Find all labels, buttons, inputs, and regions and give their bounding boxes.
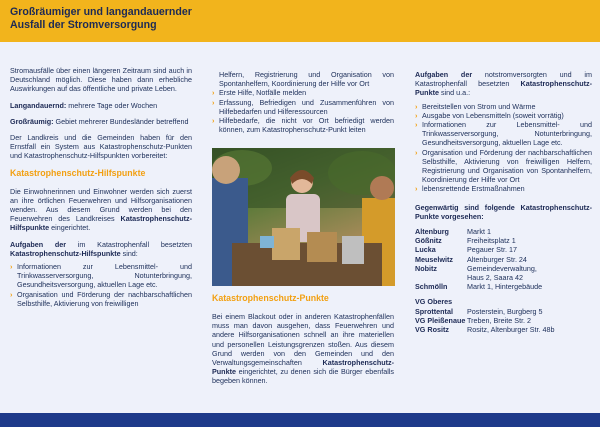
definition-term: Langandauernd: — [10, 100, 67, 110]
paragraph-text: notstromversorgten und im Katastrophenfall besetzten — [415, 70, 592, 89]
paragraph-bold: Katastrophenschutz-Hilfspunkte — [10, 214, 192, 233]
site-place: VG Rositz — [415, 325, 449, 335]
table-row — [415, 297, 555, 306]
punkte-tasks-list — [415, 102, 592, 194]
paragraph-bold: Katastrophenschutz-Punkte — [415, 79, 592, 98]
list-item: › Informationen zur Lebensmittel- und Trinkwasserversorgung, Notunterbringung, Gesundheitsversorgung, aktuellen Lage etc. — [10, 262, 192, 290]
site-address: Rositz, Altenburger Str. 48b — [467, 325, 555, 335]
paragraph-text: Bei einem Blackout oder in anderen Katastrophenfällen muss man davon ausgehen, dass Feuerwehren und andere Hilfsorganisationen schnell an ihre materiellen und personellen Leistungsgrenzen stoßen. Aus diesem Grund werden von den Gemeinden und den Verwaltungsgemeinschaften — [212, 312, 394, 368]
list-item: › Ausgabe von Lebensmitteln (soweit vorrätig) — [415, 111, 592, 120]
title-line-1: Großräumiger und langandauernder — [10, 6, 192, 18]
paragraph-text: im Katastrophenfall besetzten — [66, 239, 193, 249]
list-item: › Erste Hilfe, Notfälle melden — [212, 88, 394, 97]
paragraph-text: sind: — [120, 248, 138, 258]
site-place: Meuselwitz — [415, 254, 453, 264]
list-item: › Organisation und Förderung der nachbarschaftlichen Selbsthilfe, Aktivierung von freiwilligen — [10, 290, 192, 308]
paragraph-text: sind u.a.: — [438, 88, 471, 98]
site-place: Sprottental — [415, 306, 453, 316]
title-line-2: Ausfall der Stromversorgung — [10, 19, 157, 31]
site-place: Schmölln — [415, 282, 448, 292]
site-address: Markt 1 — [467, 227, 491, 237]
site-address: Freiheitsplatz 1 — [467, 236, 516, 246]
paragraph-bold: Gegenwärtig sind folgende Katastrophenschutz-Punkte vorgesehen: — [415, 202, 592, 221]
site-address: Markt 1, Hintergebäude — [467, 282, 543, 292]
column-2-bottom — [212, 293, 394, 393]
punkte-tasks-intro — [415, 70, 592, 98]
table-row — [415, 236, 555, 245]
table-row — [415, 316, 555, 325]
paragraph-bold: Katastrophenschutz-Hilfspunkte — [10, 248, 121, 258]
paragraph-bold: Aufgaben der — [415, 70, 473, 79]
hilfspunkte-paragraph — [10, 187, 192, 233]
tasks-list-continued — [212, 88, 394, 134]
site-place: Nobitz — [415, 263, 437, 273]
definition-text: Gebiet mehrerer Bundesländer betreffend — [53, 116, 189, 126]
site-address: Gemeindeverwaltung, — [467, 263, 537, 273]
column-1 — [10, 66, 192, 314]
column-2-top — [212, 70, 394, 140]
site-address: Altenburger Str. 24 — [467, 254, 527, 264]
list-item: › Bereitstellen von Strom und Wärme — [415, 102, 592, 111]
table-row — [415, 307, 555, 316]
site-place: VG Oberes — [415, 297, 453, 307]
site-place: Altenburg — [415, 227, 449, 237]
list-item: › Organisation und Förderung der nachbarschaftlichen Selbsthilfe, Aktivierung von freiwilligen Helfern, Registrierung und Organisation von Spontanhelfern, Koordinierung der Hilfe vor Ort — [415, 148, 592, 185]
section-heading-punkte: Katastrophenschutz-Punkte — [212, 293, 329, 303]
table-row — [415, 282, 555, 291]
definition-term: Großräumig: — [10, 116, 54, 126]
site-address: Haus 2, Saara 42 — [467, 273, 523, 283]
table-row — [415, 245, 555, 254]
paragraph-bold: Katastrophenschutz-Punkte — [212, 358, 394, 377]
paragraph-text: Die Einwohnerinnen und Einwohner werden sich zuerst an ihre örtlichen Feuerwehren und Hilfsorganisationen wenden. Aus diesem Grund werden bei den Feuerwehren des Landkreises — [10, 186, 192, 224]
table-row — [415, 264, 555, 273]
table-row — [415, 273, 555, 282]
site-place: VG Pleißenaue — [415, 315, 466, 325]
list-item: › Informationen zur Lebensmittel- und Trinkwasserversorgung, Notunterbringung, Gesundheitsversorgung, aktuellen Lage etc. — [415, 120, 592, 148]
site-place: Gößnitz — [415, 236, 442, 246]
definition-duration — [10, 101, 192, 110]
punkte-paragraph — [212, 312, 394, 386]
sites-table — [415, 227, 555, 334]
site-place — [415, 273, 467, 282]
list-item: › Hilfebedarfe, die nicht vor Ort befriedigt werden können, zum Katastrophenschutz-Punkt leiten — [212, 116, 394, 134]
site-address: Treben, Breite Str. 2 — [467, 315, 532, 325]
tasks-list — [10, 262, 192, 308]
site-address: Posterstein, Burgberg 5 — [467, 306, 543, 316]
bullet-continuation: Helfern, Registrierung und Organisation von Spontanhelfern, Koordinierung der Hilfe vor Ort — [219, 70, 394, 89]
section-heading-hilfspunkte: Katastrophenschutz-Hilfspunkte — [10, 167, 146, 178]
table-row — [415, 227, 555, 236]
site-address: Pegauer Str. 17 — [467, 245, 517, 255]
paragraph-bold: Aufgaben der — [10, 239, 67, 249]
paragraph-text: eingerichtet. — [49, 223, 91, 233]
page-title — [10, 6, 192, 32]
table-row — [415, 255, 555, 264]
column-3 — [415, 70, 592, 334]
list-item: › Erfassung, Befriedigen und Zusammenführen von Hilfebedarfen und Hilferessourcen — [212, 98, 394, 116]
current-sites-heading — [415, 203, 592, 221]
site-place: Lucka — [415, 245, 436, 255]
tasks-intro — [10, 240, 192, 258]
definition-area — [10, 117, 192, 126]
photo-food-distribution — [212, 148, 395, 286]
photo-illustration — [212, 148, 395, 286]
system-paragraph: Der Landkreis und die Gemeinden haben für den Ernstfall ein System aus Katastrophenschutz-Punkten und Katastrophenschutz-Hilfspunkten vorbereitet: — [10, 133, 192, 161]
site-address — [467, 297, 555, 306]
intro-paragraph: Stromausfälle über einen längeren Zeitraum sind auch in Deutschland möglich. Diese haben dann erhebliche Auswirkungen auf das öffentliche und private Leben. — [10, 66, 192, 94]
table-row — [415, 325, 555, 334]
footer-band — [0, 413, 600, 427]
paragraph-text: eingerichtet, zu denen sich die Bürger ebenfalls begeben können. — [212, 367, 394, 386]
definition-text: mehrere Tage oder Wochen — [66, 100, 158, 110]
list-item: › lebensrettende Erstmaßnahmen — [415, 184, 592, 193]
